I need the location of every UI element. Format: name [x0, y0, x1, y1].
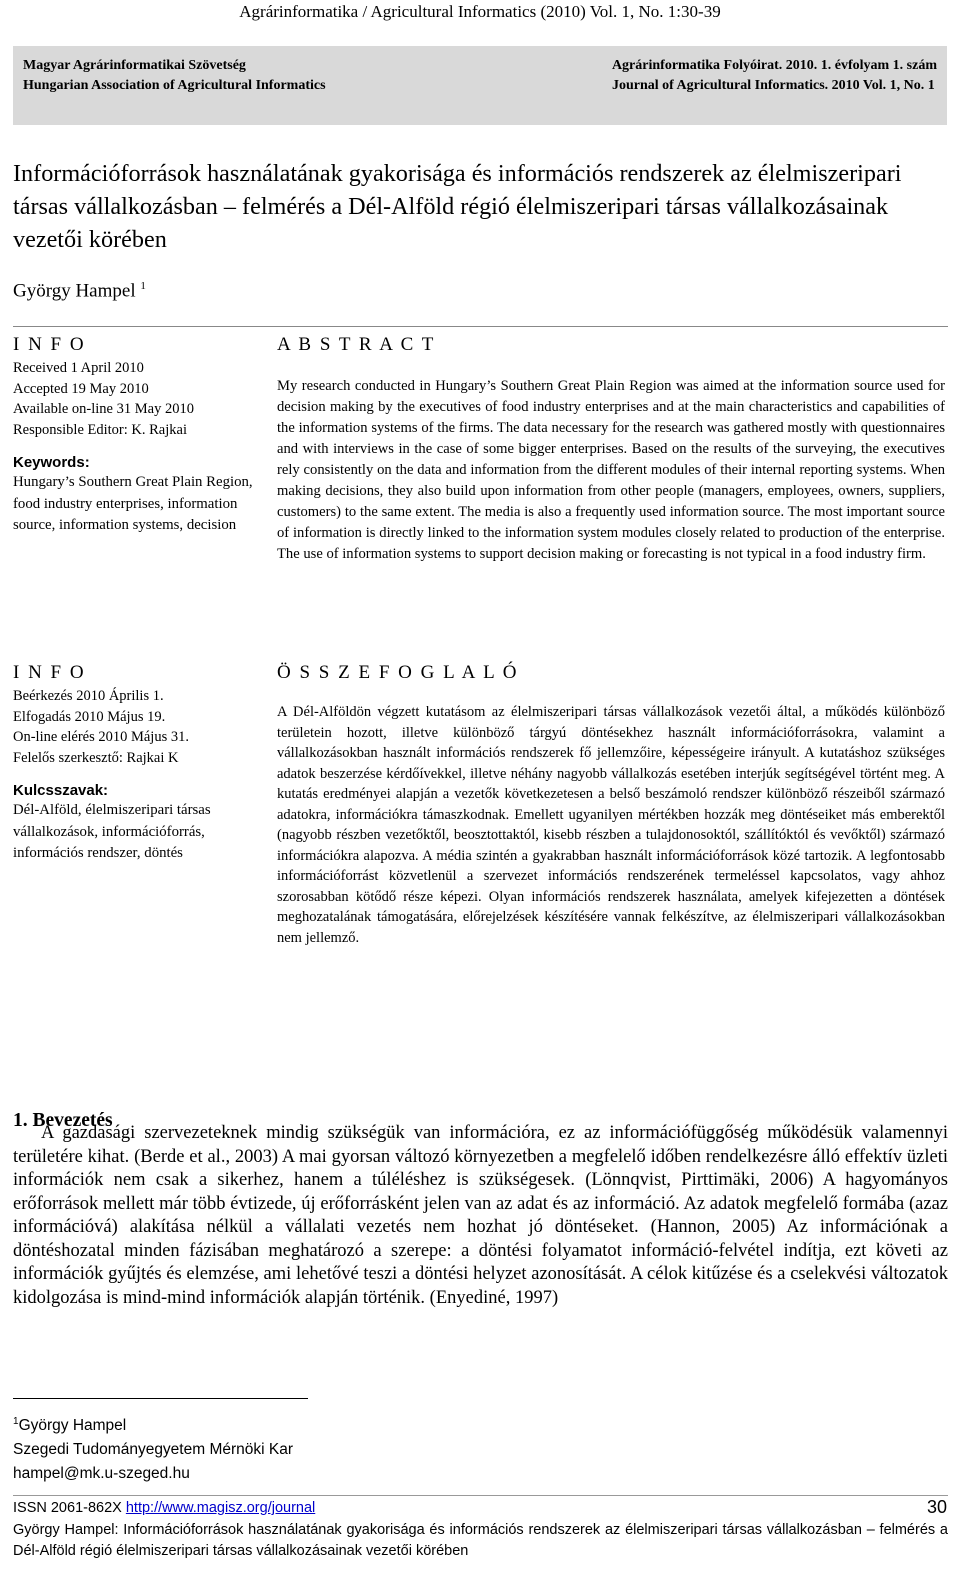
- footnote-affiliation: Szegedi Tudományegyetem Mérnöki Kar: [13, 1441, 294, 1459]
- footnote: [13, 1410, 293, 1486]
- abstract-block: [277, 334, 945, 565]
- abstract-heading: A B S T R A C T: [277, 334, 436, 355]
- elfogadas-date: Elfogadás 2010 Május 19.: [13, 708, 166, 725]
- responsible-editor: Responsible Editor: K. Rajkai: [13, 421, 187, 438]
- header-divider: [13, 326, 948, 327]
- association-en: Hungarian Association of Agricultural Informatics: [23, 78, 326, 93]
- footer-citation: György Hampel: Információforrások használatának gyakorisága és információs rendszerek az élelmiszeripari társas vállalkozásban – felmérés a Dél-Alföld régió élelmiszeripari társas vállalkozásainak vezetői körében: [13, 1522, 948, 1559]
- footer-issn-line: [13, 1500, 315, 1516]
- beerkezes-date: Beérkezés 2010 Április 1.: [13, 688, 164, 704]
- issn: ISSN 2061-862X: [13, 1500, 122, 1516]
- footnote-author: György Hampel: [18, 1417, 127, 1435]
- online-eleres-date: On-line elérés 2010 Május 31.: [13, 729, 189, 745]
- abstract-text: My research conducted in Hungary’s Southern Great Plain Region was aimed at the information source used for decision making by the executives of food industry enterprises and at the main characteristics and capabilities of the information systems of the firms. The data necessary for the research was gathered mostly with questionnaires and with interviews in the case of some bigger enterprises. Based on the results of the surveying, the executives rely consistently on the data and information from the different modules of their internal reporting systems. When making decisions, they also build upon information from other people (managers, employees, owners, suppliers, customers) to the same extent. The media is also a frequently used information source. The most important source of information is directly linked to the information system modules closely related to production of the enterprise. The use of information systems to support decision making or forecasting is not typical in a food industry firm.: [277, 378, 945, 562]
- journal-link[interactable]: http://www.magisz.org/journal: [125, 1500, 316, 1516]
- footnote-mark: 1: [13, 1416, 19, 1427]
- author-line: [13, 280, 146, 302]
- journal-block: [612, 56, 937, 96]
- info-en-block: [13, 334, 263, 537]
- accepted-date: Accepted 19 May 2010: [13, 380, 149, 397]
- summary-text: A Dél-Alföldön végzett kutatásom az élelmiszeripari társas vállalkozások vezetői által, a működés különböző területein hozott, illetve különböző tárgyú döntésekhez használt információforrásokra, valamint a vállalkozásokban használt információs rendszerek fő jellemzőire, képességeire irányult. A kutatáshoz szükséges adatok beszerzése kérdőívekkel, illetve néhány nagyobb vállalkozás esetében interjúk segítségével történt meg. A kutatás eredményei alapján a vezetők következetesen a belső beszámoló rendszer különböző részeiből származó adatokra, információkra támaszkodnak. Emellett ugyanilyen mértékben hozzák meg döntéseiket más emberektől (nagyobb részben vezetőktől, beosztottaktól, kisebb részben a tulajdonosoktól, szállítóktól és vevőktől) származó információkra alapozva. A média szintén a gyakrabban használt információforrások közé tartozik. A legfontosabb információforrást közvetlenül a szervezet információs rendszerének termeléssel kapcsolatos, vagy ahhoz szorosabban kötődő része képezi. Olyan információs rendszerek használata, amelyek kifejezetten a döntések meghozatalának támogatására, előrejelzések készítésére vannak felkészítve, az élelmiszeripari vállalkozásokban nem jellemző.: [277, 704, 945, 946]
- introduction-paragraph: A gazdasági szervezeteknek mindig szükségük van információra, ez az információfüggőség működésük valamennyi területére kihat. (Berde et al., 2003) A mai gyorsan változó környezetben a megfelelő időben rendelkezésre álló effektív üzleti információk nem csak a sikerhez, hanem a túléléshez is szükségesek. (Lönnqvist, Pirttimäki, 2006) A hagyományos erőforrások mellett már több évtizede, új erőforrásként jelen van az adat és az információ. Az adatok megfelelő formába (azaz információvá) alakítása nélkül a vállalati vezetés nem hozhat jó döntéseket. (Hannon, 2005) Az információnak a döntéshozatal minden fázisában meghatározó a szerepe: a döntési folyamatot információ-felvétel indítja, ezt követi az információk gyűjtés és elemzése, ami lehetővé teszi a döntési helyzet azonosítását. A célok kitűzése és a cselekvési változatok kidolgozása is mind-mind információk alapján történik. (Enyediné, 1997): [13, 1123, 948, 1308]
- page-number: 30: [926, 1497, 947, 1517]
- summary-heading: Ö S S Z E F O G L A L Ó: [277, 662, 519, 683]
- association-hu: Magyar Agrárinformatikai Szövetség: [23, 58, 246, 73]
- association-block: [23, 56, 326, 96]
- info-hu-block: [13, 662, 263, 865]
- journal-hu: Agrárinformatika Folyóirat. 2010. 1. évfolyam 1. szám: [611, 58, 937, 73]
- author-name: György Hampel: [13, 280, 136, 302]
- info-hu-heading: I N F O: [13, 662, 86, 683]
- keywords-text: Hungary’s Southern Great Plain Region, food industry enterprises, information source, information systems, decision: [13, 474, 253, 533]
- footnote-rule: [13, 1398, 308, 1399]
- available-date: Available on-line 31 May 2010: [13, 401, 194, 417]
- footer-divider: [13, 1495, 948, 1496]
- journal-en: Journal of Agricultural Informatics. 2010 Vol. 1, No. 1: [611, 78, 935, 93]
- felelos-szerkeszto: Felelős szerkesztő: Rajkai K: [13, 749, 179, 766]
- kulcsszavak-label: Kulcsszavak:: [13, 782, 109, 799]
- info-en-heading: I N F O: [13, 334, 86, 355]
- kulcsszavak-text: Dél-Alföld, élelmiszeripari társas vállalkozások, információforrás, információs rendszer, döntés: [13, 802, 211, 861]
- running-header: Agrárinformatika / Agricultural Informatics (2010) Vol. 1, No. 1:30-39: [239, 2, 721, 21]
- footnote-email[interactable]: hampel@mk.u-szeged.hu: [13, 1465, 190, 1483]
- received-date: Received 1 April 2010: [13, 360, 144, 376]
- paper-title: Információforrások használatának gyakorisága és információs rendszerek az élelmiszeripari társas vállalkozásban – felmérés a Dél-Alföld régió élelmiszeripari társas vállalkozásainak vezetői körében: [13, 160, 902, 253]
- section-heading-introduction: 1. Bevezetés: [13, 1110, 113, 1131]
- keywords-label: Keywords:: [13, 454, 90, 471]
- journal-info-box: [13, 46, 947, 125]
- summary-block: [277, 662, 945, 948]
- author-footnote-mark: 1: [140, 280, 146, 292]
